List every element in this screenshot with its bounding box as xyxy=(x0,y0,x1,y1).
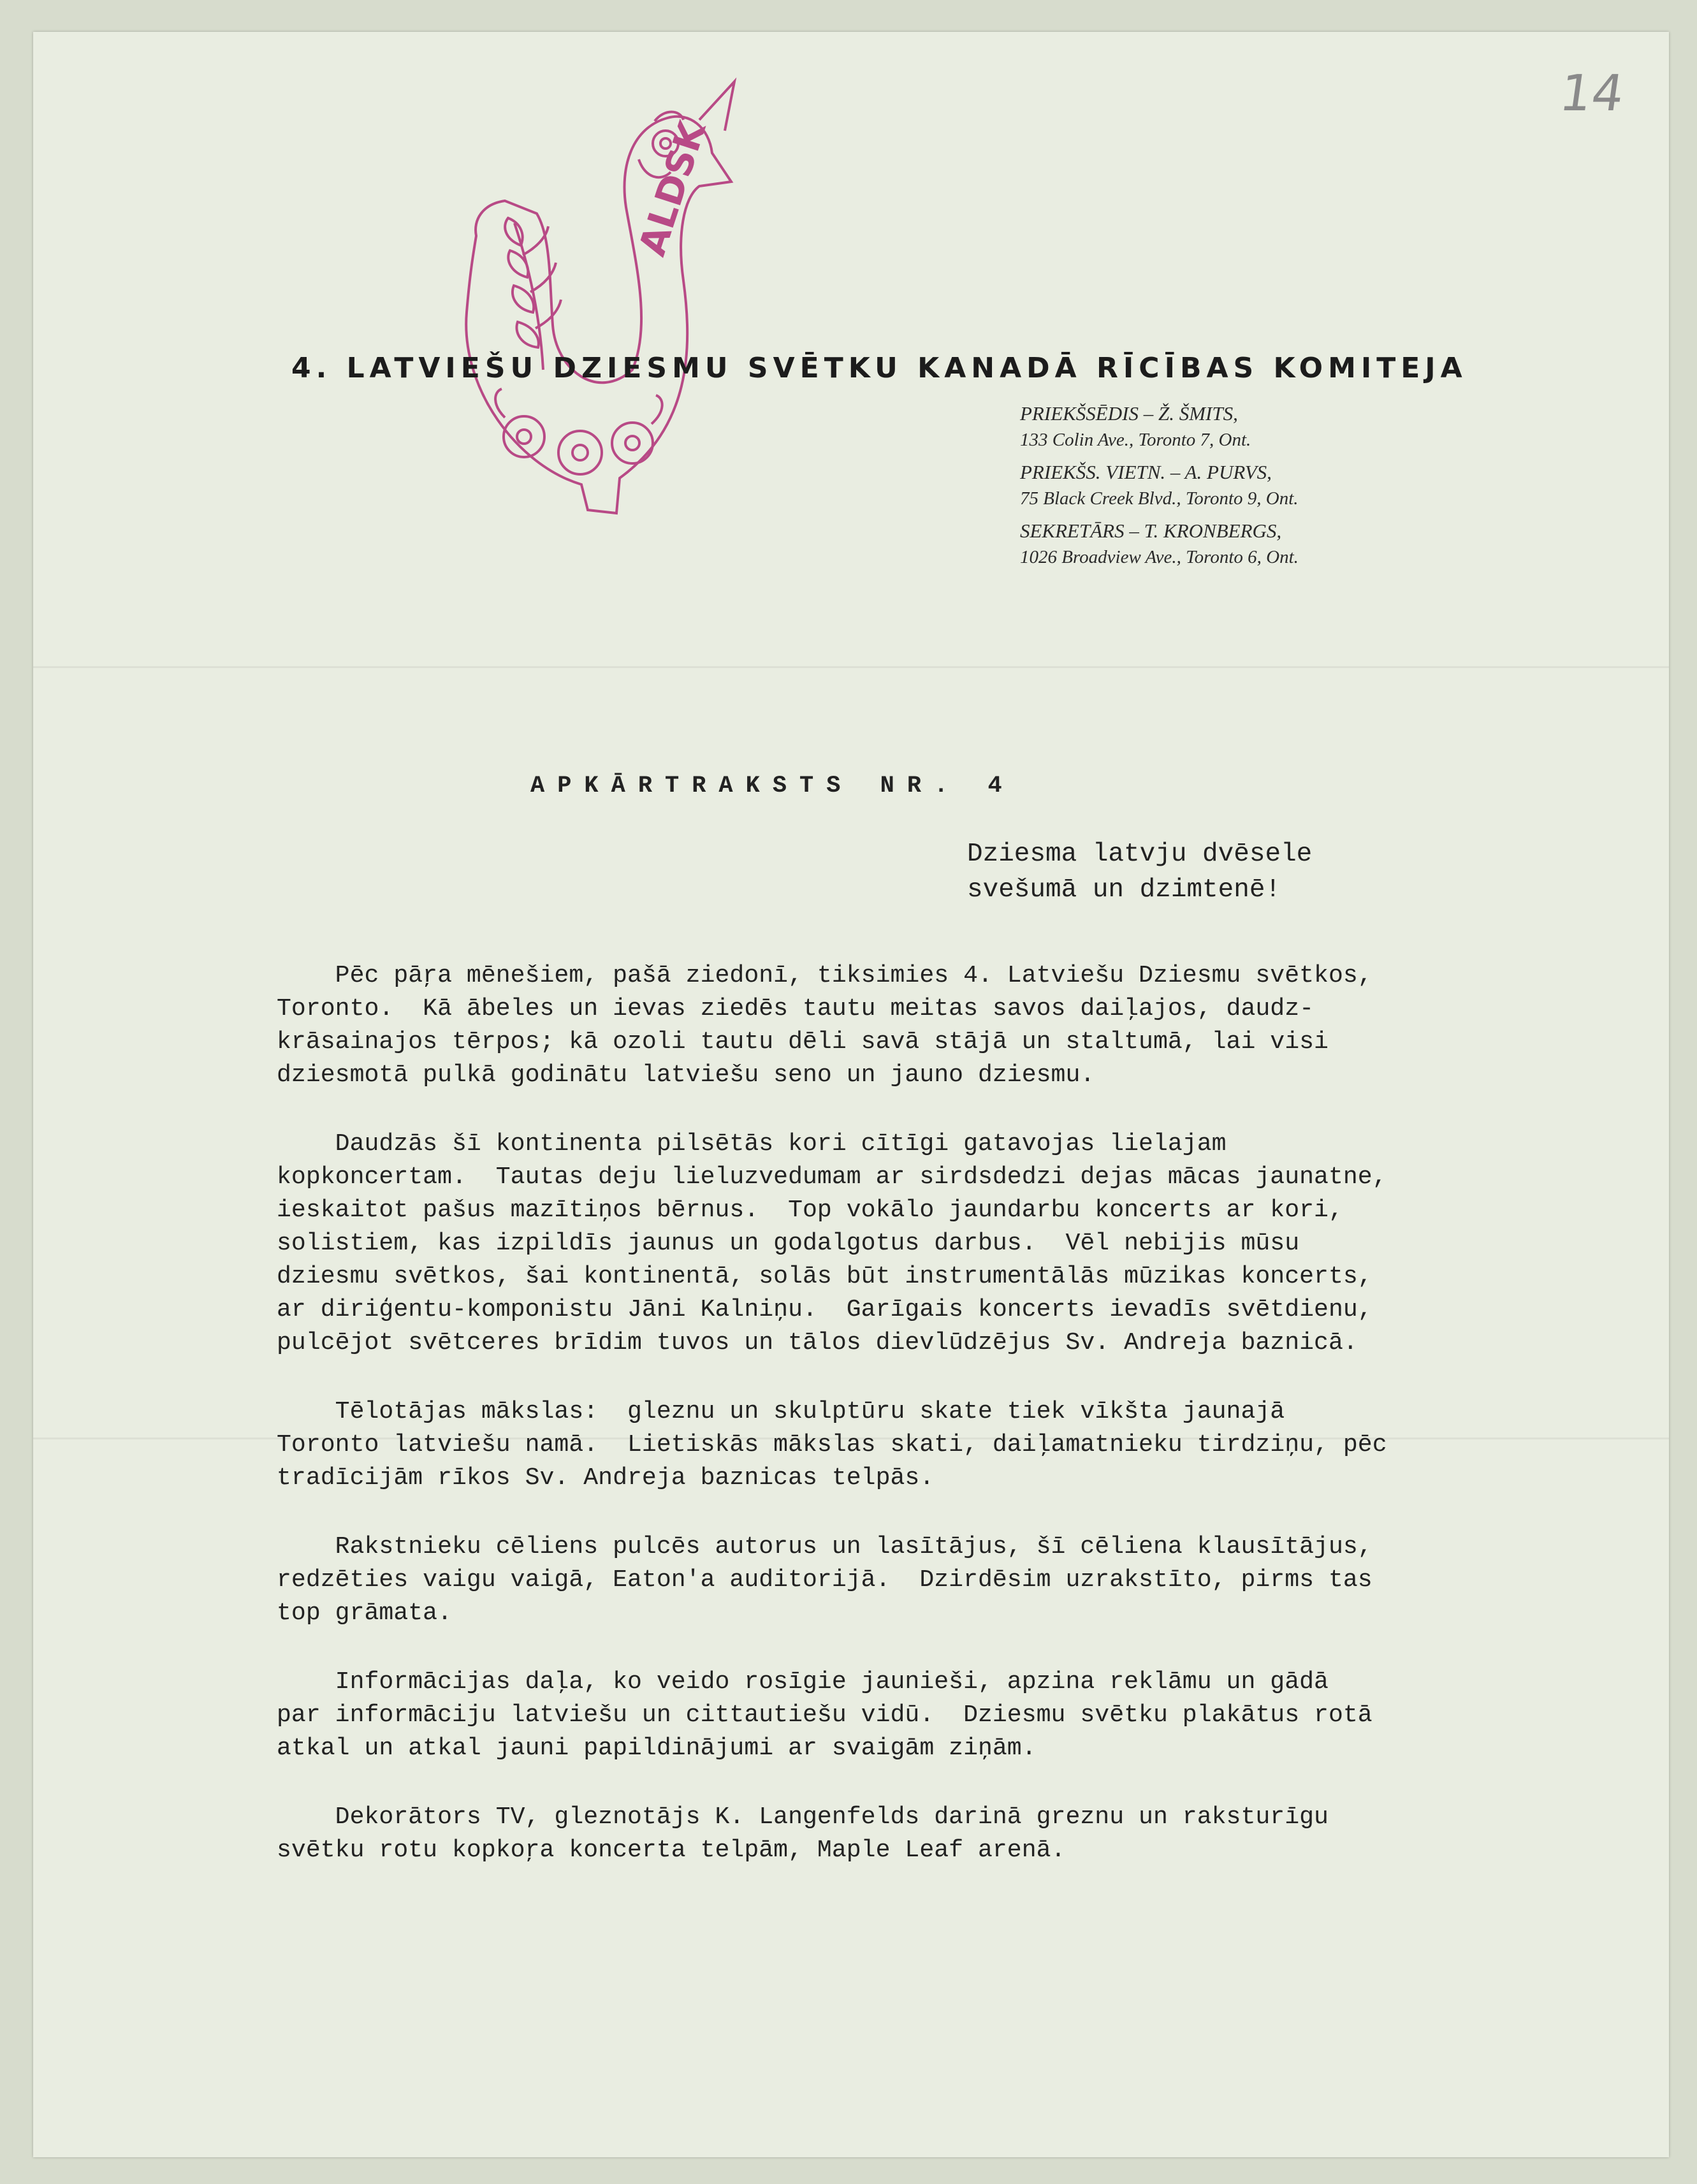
officer-role: PRIEKŠS. VIETN. – A. PURVS, xyxy=(1020,461,1272,483)
paragraph: Pēc pāŗa mēnešiem, pašā ziedonī, tiksimies 4. Latviešu Dziesmu svētkos, Toronto. Kā ābeles un ievas ziedēs tautu meitas savos daiļajos, daudz- krāsainajos tērpos; kā ozoli tautu dēli savā stājā un staltumā, lai visi dziesmotā pulkā godinātu latviešu seno un jauno dziesmu. xyxy=(277,962,1373,1089)
motto-line: Dziesma latvju dvēsele xyxy=(967,840,1313,869)
letter-sheet xyxy=(33,32,1669,2157)
officer-secretary xyxy=(1020,518,1594,570)
paragraph: Tēlotājas mākslas: gleznu un skulptūru skate tiek vīkšta jaunajā Toronto latviešu namā. Lietiskās mākslas skati, daiļamatnieku tirdziņu, pēc tradīcijām rīkos Sv. Andreja baznicas telpās. xyxy=(277,1398,1387,1492)
officer-role: SEKRETĀRS – T. KRONBERGS, xyxy=(1020,520,1282,542)
paragraph: Rakstnieku cēliens pulcēs autorus un lasītājus, šī cēliena klausītājus, redzēties vaigu vaigā, Eaton'a auditorijā. Dzirdēsim uzrakstīto, pirms tas top grāmata. xyxy=(277,1533,1373,1627)
paragraph: Dekorātors TV, gleznotājs K. Langenfelds darinā greznu un raksturīgu svētku rotu kopkoŗa koncerta telpām, Maple Leaf arenā. xyxy=(277,1803,1329,1864)
motto-line: svešumā un dzimtenē! xyxy=(967,875,1281,905)
rooster-logo xyxy=(377,70,785,516)
officer-vice-chairman xyxy=(1020,459,1594,511)
letter-body xyxy=(277,959,1571,1903)
officer-chairman xyxy=(1020,400,1594,453)
fold-line xyxy=(33,666,1669,668)
paragraph: Informācijas daļa, ko veido rosīgie jaunieši, apzina reklāmu un gādā par informāciju latviešu un cittautiešu vidū. Dziesmu svētku plakātus rotā atkal un atkal jauni papildinājumi ar svaigām ziņām. xyxy=(277,1668,1373,1762)
officer-address: 75 Black Creek Blvd., Toronto 9, Ont. xyxy=(1020,488,1299,509)
committee-title: 4. LATVIEŠU DZIESMU SVĒTKU KANADĀ RĪCĪBAS KOMITEJA xyxy=(291,352,1468,384)
circular-heading: APKĀRTRAKSTS NR. 4 xyxy=(530,773,1015,799)
paragraph: Daudzās šī kontinenta pilsētās kori cītīgi gatavojas lielajam kopkoncertam. Tautas deju lieluzvedumam ar sirdsdedzi dejas mācas jaunatne, ieskaitot pašus mazītiņos bērnus. Top vokālo jaundarbu koncerts ar kori, solistiem, kas izpildīs jaunus un godalgotus darbus. Vēl nebijis mūsu dziesmu svētkos, šai kontinentā, solās būt instrumentālās mūzikas koncerts, ar diriģentu-komponistu Jāni Kalniņu. Garīgais koncerts ievadīs svētdienu, pulcējot svētceres brīdim tuvos un tālos dievlūdzējus Sv. Andreja baznicā. xyxy=(277,1130,1387,1357)
motto xyxy=(967,836,1312,908)
officers-list xyxy=(1020,400,1594,576)
officer-address: 133 Colin Ave., Toronto 7, Ont. xyxy=(1020,430,1251,450)
officer-address: 1026 Broadview Ave., Toronto 6, Ont. xyxy=(1020,547,1299,567)
logo-lettering: ALDSK xyxy=(630,116,715,261)
handwritten-page-number: 14 xyxy=(1556,65,1628,122)
officer-role: PRIEKŠSĒDIS – Ž. ŠMITS, xyxy=(1020,402,1238,425)
